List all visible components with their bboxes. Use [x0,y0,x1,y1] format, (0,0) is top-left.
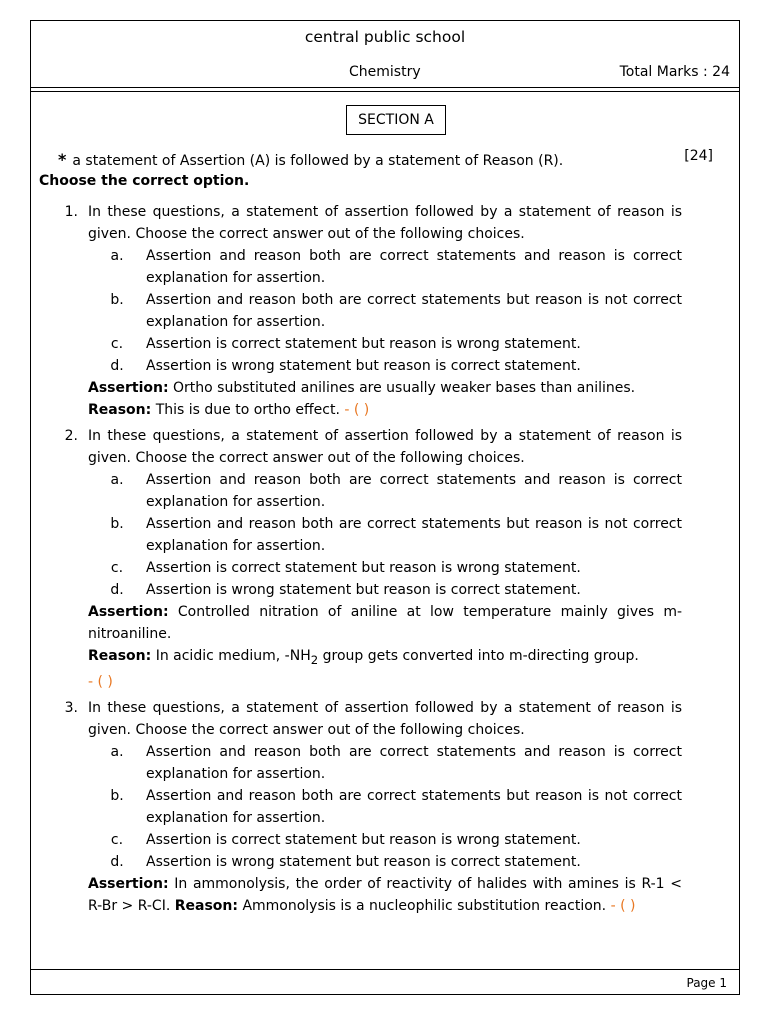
footer-divider [31,969,739,970]
question-2 [52,425,682,693]
answer-blank[interactable]: - ( ) [88,673,113,690]
question-number: 3. [64,699,78,716]
choice-c: c. Assertion is correct statement but reason is wrong statement. [110,336,581,352]
header-divider [31,87,739,88]
choice-d: d. Assertion is wrong statement but reason is correct statement. [110,853,581,870]
question-stem: In these questions, a statement of assertion followed by a statement of reason is given. Choose the correct answer out of the following choices. [88,428,682,466]
school-name: central public school [304,28,466,46]
answer-blank[interactable]: - ( ) [610,897,636,914]
question-stem: In these questions, a statement of assertion followed by a statement of reason is given. Choose the correct answer out of the following choices. [88,699,682,738]
bullet-star: * [58,150,67,169]
subject-title: Chemistry [349,64,421,80]
question-1 [52,201,682,421]
choice-c: c. Assertion is correct statement but reason is wrong statement. [110,831,581,848]
page-frame [30,20,740,995]
instruction-text: a statement of Assertion (A) is followed by a statement of Reason (R). [72,153,564,169]
choice-b: b. Assertion and reason both are correct statements but reason is not correct explanation for assertion. [110,787,682,826]
assertion-line: Assertion: Ortho substituted anilines are usually weaker bases than anilines. [88,380,636,396]
question-3 [52,697,682,917]
header-divider-double [31,91,739,92]
choice-c: c. Assertion is correct statement but reason is wrong statement. [110,560,581,576]
choice-b: b. Assertion and reason both are correct statements but reason is not correct explanation for assertion. [110,516,682,554]
instruction-line [58,150,563,169]
instruction-choose: Choose the correct option. [39,173,250,189]
question-stem: In these questions, a statement of assertion followed by a statement of reason is given. Choose the correct answer out of the following choices. [88,204,682,242]
reason-line: Reason: This is due to ortho effect. - ( ) [88,402,370,418]
choice-a: a. Assertion and reason both are correct statements and reason is correct explanation for assertion. [110,472,682,510]
question-number: 2. [64,428,78,444]
total-marks: Total Marks : 24 [619,64,730,80]
question-list [52,201,682,917]
choice-d: d. Assertion is wrong statement but reason is correct statement. [110,582,581,598]
reason-line: Reason: In acidic medium, $-NH_2$ group gets converted into m-directing group. [88,648,639,667]
question-number: 1. [64,204,78,220]
choice-a: a. Assertion and reason both are correct statements and reason is correct explanation for assertion. [110,743,682,782]
answer-blank[interactable]: - ( ) [344,402,370,418]
page-number: Page 1 [686,976,727,990]
assertion-reason-line: Assertion: In ammonolysis, the order of reactivity of halides with amines is R-1 < R-Br > R-CI. Reason: Ammonolysis is a nucleophilic substitution reaction. - ( ) [88,875,682,914]
choice-d: d. Assertion is wrong statement but reason is correct statement. [110,358,581,374]
choice-b: b. Assertion and reason both are correct statements but reason is not correct explanation for assertion. [110,292,682,330]
section-marks: [24] [684,148,713,164]
assertion-line: Assertion: Controlled nitration of aniline at low temperature mainly gives m-nitroaniline. [88,604,683,642]
section-title: SECTION A [346,105,446,135]
choice-a: a. Assertion and reason both are correct statements and reason is correct explanation for assertion. [110,248,682,286]
